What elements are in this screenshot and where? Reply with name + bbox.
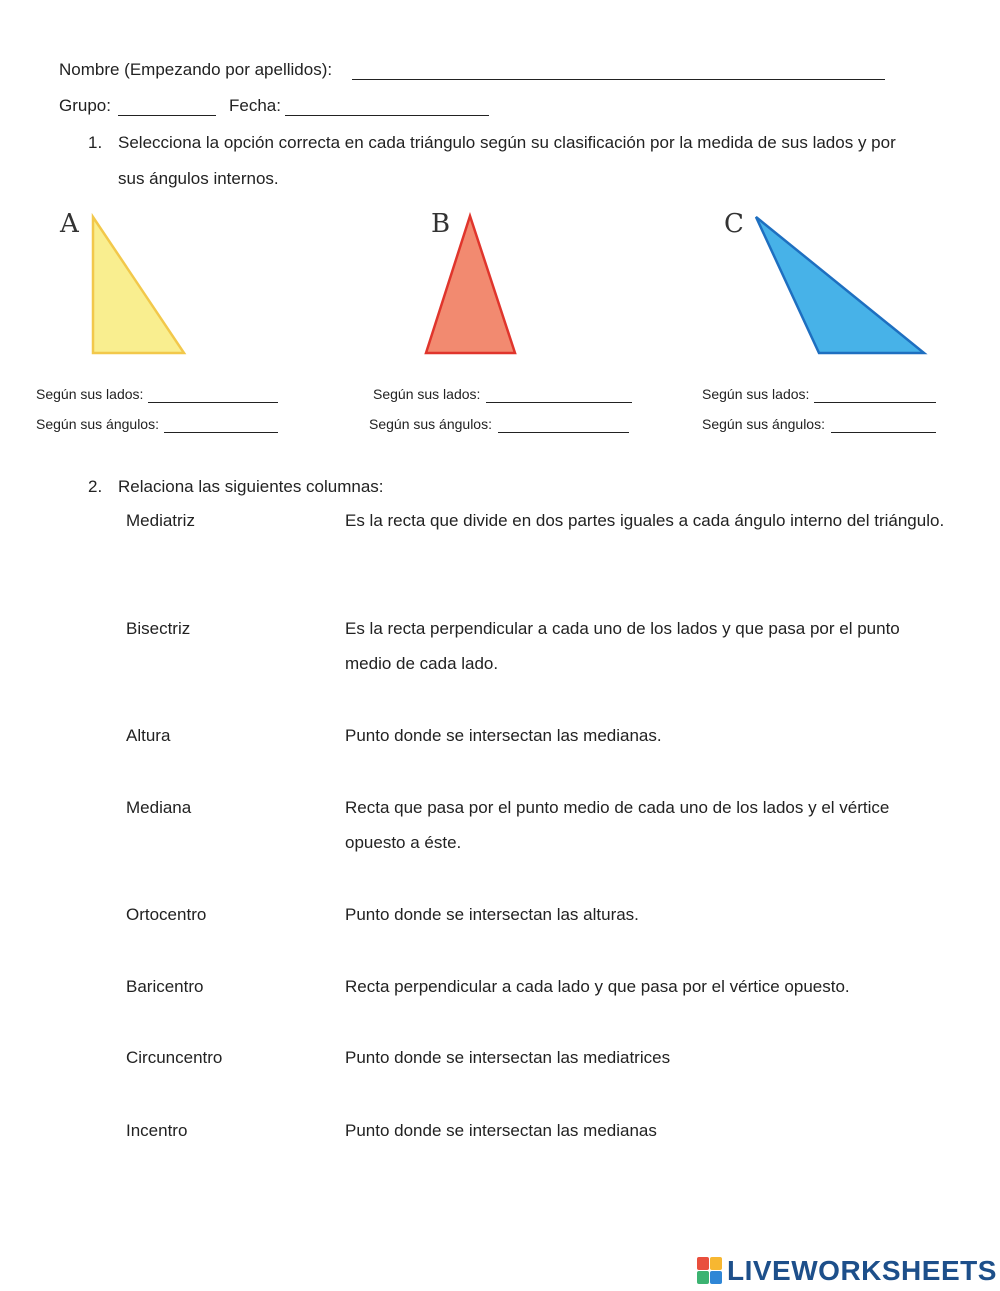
triangle-a-letter: A [60,209,79,239]
triangle-b-sides-input[interactable] [486,386,632,403]
liveworksheets-logo [697,1253,997,1289]
term-mediatriz[interactable]: Mediatriz [126,511,195,530]
group-row [59,96,111,116]
triangle-b-figure [420,212,520,358]
question-2-text: Relaciona las siguientes columnas: [118,477,384,496]
definition-4[interactable]: Recta que pasa por el punto medio de cada uno de los lados y el vértice opuesto a éste. [345,798,890,852]
liveworksheets-logo-icon [697,1257,723,1285]
triangle-b-letter: B [431,209,451,239]
triangle-a-sides-label: Según sus lados: [36,386,144,402]
definition-8[interactable]: Punto donde se intersectan las medianas [345,1121,657,1140]
term-ortocentro[interactable]: Ortocentro [126,905,207,924]
definition-7[interactable]: Punto donde se intersectan las mediatrices [345,1048,671,1067]
definition-2[interactable]: Es la recta perpendicular a cada uno de los lados y que pasa por el punto medio de cada lado. [345,619,900,673]
name-label: Nombre (Empezando por apellidos): [59,60,333,79]
triangle-a-sides-input[interactable] [148,386,278,403]
triangle-a-angles-input[interactable] [164,416,278,433]
definition-3[interactable]: Punto donde se intersectan las medianas. [345,726,662,745]
definition-6[interactable]: Recta perpendicular a cada lado y que pasa por el vértice opuesto. [345,977,850,996]
definition-1[interactable]: Es la recta que divide en dos partes iguales a cada ángulo interno del triángulo. [345,511,945,530]
triangle-b-sides-label: Según sus lados: [373,386,481,402]
question-1-number: 1. [88,133,103,152]
triangle-c-sides-input[interactable] [814,386,936,403]
term-altura[interactable]: Altura [126,726,171,745]
triangle-b-angles-input[interactable] [498,416,629,433]
triangle-a-figure [88,212,188,358]
question-2-number: 2. [88,477,103,496]
triangle-c-figure [750,212,930,358]
triangle-b-angles-label: Según sus ángulos: [369,416,492,432]
term-bisectriz[interactable]: Bisectriz [126,619,191,638]
liveworksheets-logo-text: LIVEWORKSHEETS [727,1255,997,1286]
triangle-c-letter: C [724,209,744,239]
date-input[interactable] [285,99,489,116]
name-input[interactable] [352,63,885,80]
date-label: Fecha: [229,96,281,115]
question-1-text-line1: Selecciona la opción correcta en cada triángulo según su clasificación por la medida de sus lados y por [118,133,896,152]
triangle-c-sides-label: Según sus lados: [702,386,810,402]
triangle-a-angles-label: Según sus ángulos: [36,416,159,432]
triangle-c-angles-label: Según sus ángulos: [702,416,825,432]
question-1-text-line2: sus ángulos internos. [118,169,279,188]
group-input[interactable] [118,99,216,116]
triangle-c-angles-input[interactable] [831,416,936,433]
name-row [59,60,332,80]
term-circuncentro[interactable]: Circuncentro [126,1048,223,1067]
group-label: Grupo: [59,96,111,115]
term-baricentro[interactable]: Baricentro [126,977,204,996]
term-mediana[interactable]: Mediana [126,798,192,817]
definition-5[interactable]: Punto donde se intersectan las alturas. [345,905,639,924]
term-incentro[interactable]: Incentro [126,1121,188,1140]
